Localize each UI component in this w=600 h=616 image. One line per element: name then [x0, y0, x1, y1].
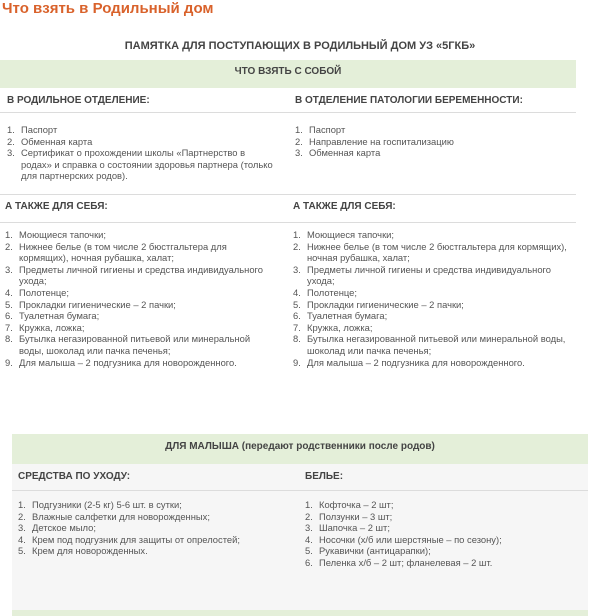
column-header-linen: БЕЛЬЕ: [305, 471, 344, 482]
maternity-documents-list [7, 124, 277, 182]
divider [0, 112, 576, 113]
list-item: 9. Для малыша – 2 подгузника для новорожденного. [5, 356, 237, 368]
list-item: 3. Детское мыло; [18, 522, 96, 534]
list-item: 4. Полотенце; [5, 286, 69, 298]
list-item: 4. Полотенце; [293, 286, 357, 298]
column-header-pathology: В ОТДЕЛЕНИЕ ПАТОЛОГИИ БЕРЕМЕННОСТИ: [295, 95, 523, 106]
column-header-also-left: А ТАКЖЕ ДЛЯ СЕБЯ: [5, 201, 108, 212]
list-item: 2. Влажные салфетки для новорожденных; [18, 510, 210, 522]
list-item: 2. Нижнее белье (в том числе 2 бюстгальтера для кормящих), ночная рубашка, халат; [293, 240, 567, 264]
list-item: 2. Нижнее белье (в том числе 2 бюстгальтера для кормящих), ночная рубашка, халат; [5, 240, 227, 264]
linen-list [305, 499, 585, 569]
also-for-self-list-left [5, 229, 275, 368]
care-products-list [18, 499, 298, 557]
list-item: 4. Носочки (х/б или шерстяные – по сезону); [305, 533, 502, 545]
list-item: 3. Обменная карта [295, 147, 381, 159]
section-band-what-to-take [0, 60, 576, 88]
list-item: 3. Предметы личной гигиены и средства индивидуального ухода; [5, 263, 263, 287]
list-item: 6. Туалетная бумага; [5, 310, 100, 322]
list-item: 1. Паспорт [295, 124, 346, 135]
list-item: 2. Обменная карта [7, 135, 93, 147]
section-band-label: ДЛЯ МАЛЫША (передают родственники после родов) [165, 441, 435, 452]
list-item: 1. Моющиеся тапочки; [293, 229, 395, 240]
list-item: 8. Бутылка негазированной питьевой или минеральной воды, шоколад или пачка печенья; [5, 333, 251, 356]
list-item: 2. Направление на госпитализацию [295, 135, 454, 147]
list-item: 3. Предметы личной гигиены и средства индивидуального ухода; [293, 263, 551, 287]
list-item: 2. Ползунки – 3 шт; [305, 510, 393, 522]
column-header-also-right: А ТАКЖЕ ДЛЯ СЕБЯ: [293, 201, 396, 212]
list-item: 5. Прокладки гигиенические – 2 пачки; [5, 298, 176, 310]
list-item: 6. Туалетная бумага; [293, 310, 388, 322]
also-for-self-list-right [293, 229, 573, 368]
next-section-band [12, 610, 588, 616]
divider [0, 194, 576, 195]
column-header-care-products: СРЕДСТВА ПО УХОДУ: [18, 471, 131, 482]
list-item: 6. Пеленка х/б – 2 шт; фланелевая – 2 шт. [305, 556, 493, 568]
list-item: 3. Шапочка – 2 шт; [305, 522, 390, 534]
list-item: 4. Крем под подгузник для защиты от опрелостей; [18, 533, 240, 545]
section-band-for-baby [12, 434, 588, 464]
pathology-documents-list [295, 124, 575, 159]
list-item: 1. Подгузники (2-5 кг) 5-6 шт. в сутки; [18, 499, 182, 510]
list-item: 5. Рукавички (антицарапки); [305, 545, 431, 557]
divider [0, 222, 576, 223]
list-item: 3. Сертификат о прохождении школы «Партнерство в родах» и справка о состоянии здоровья партнера (только для партнерских родов). [7, 147, 273, 182]
list-item: 9. Для малыша – 2 подгузника для новорожденного. [293, 356, 525, 368]
divider [12, 490, 588, 491]
list-item: 5. Прокладки гигиенические – 2 пачки; [293, 298, 464, 310]
list-item: 7. Кружка, ложка; [5, 321, 85, 333]
page-title: Что взять в Родильный дом [2, 0, 214, 17]
list-item: 5. Крем для новорожденных. [18, 545, 148, 557]
list-item: 1. Кофточка – 2 шт; [305, 499, 394, 510]
column-header-maternity: В РОДИЛЬНОЕ ОТДЕЛЕНИЕ: [7, 95, 150, 106]
memo-title: ПАМЯТКА ДЛЯ ПОСТУПАЮЩИХ В РОДИЛЬНЫЙ ДОМ УЗ «5ГКБ» [124, 40, 476, 52]
list-item: 1. Паспорт [7, 124, 58, 135]
list-item: 8. Бутылка негазированной питьевой или минеральной воды, шоколад или пачка печенья; [293, 333, 566, 356]
section-band-label: ЧТО ВЗЯТЬ С СОБОЙ [234, 66, 342, 77]
list-item: 1. Моющиеся тапочки; [5, 229, 107, 240]
list-item: 7. Кружка, ложка; [293, 321, 373, 333]
